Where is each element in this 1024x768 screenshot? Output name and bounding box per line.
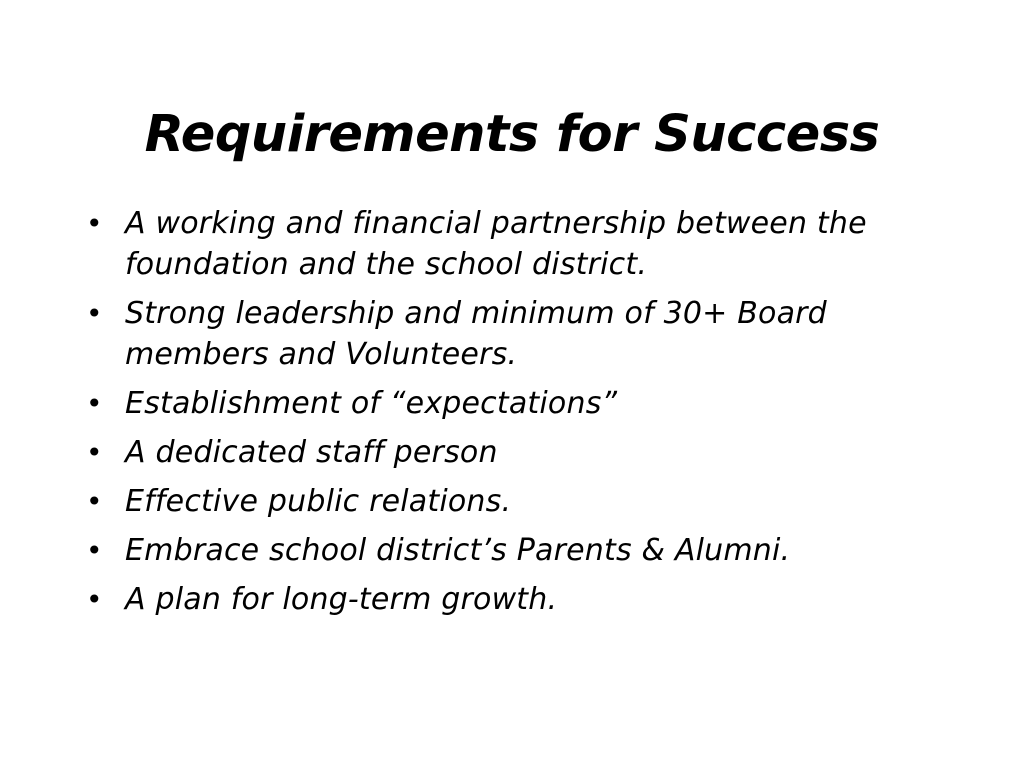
bullet-marker: • [86, 207, 103, 240]
bullet-marker: • [86, 387, 103, 420]
bullet-list [86, 203, 966, 628]
bullet-marker: • [86, 485, 103, 518]
bullet-item [86, 432, 966, 473]
bullet-text: Strong leadership and minimum of 30+ Board members and Volunteers. [125, 296, 827, 372]
bullet-text: A working and financial partnership between the foundation and the school district. [125, 206, 867, 282]
bullet-item [86, 293, 966, 375]
bullet-marker: • [86, 534, 103, 567]
bullet-marker: • [86, 297, 103, 330]
bullet-item [86, 203, 966, 285]
bullet-item [86, 579, 966, 620]
bullet-text: A plan for long-term growth. [125, 582, 558, 617]
bullet-marker: • [86, 583, 103, 616]
bullet-text: Embrace school district’s Parents & Alumni. [125, 533, 791, 568]
bullet-text: Establishment of “expectations” [125, 386, 618, 421]
bullet-text: Effective public relations. [125, 484, 512, 519]
bullet-text: A dedicated staff person [125, 435, 498, 470]
bullet-item [86, 383, 966, 424]
bullet-marker: • [86, 436, 103, 469]
slide-title: Requirements for Success [144, 105, 880, 164]
bullet-item [86, 481, 966, 522]
bullet-item [86, 530, 966, 571]
